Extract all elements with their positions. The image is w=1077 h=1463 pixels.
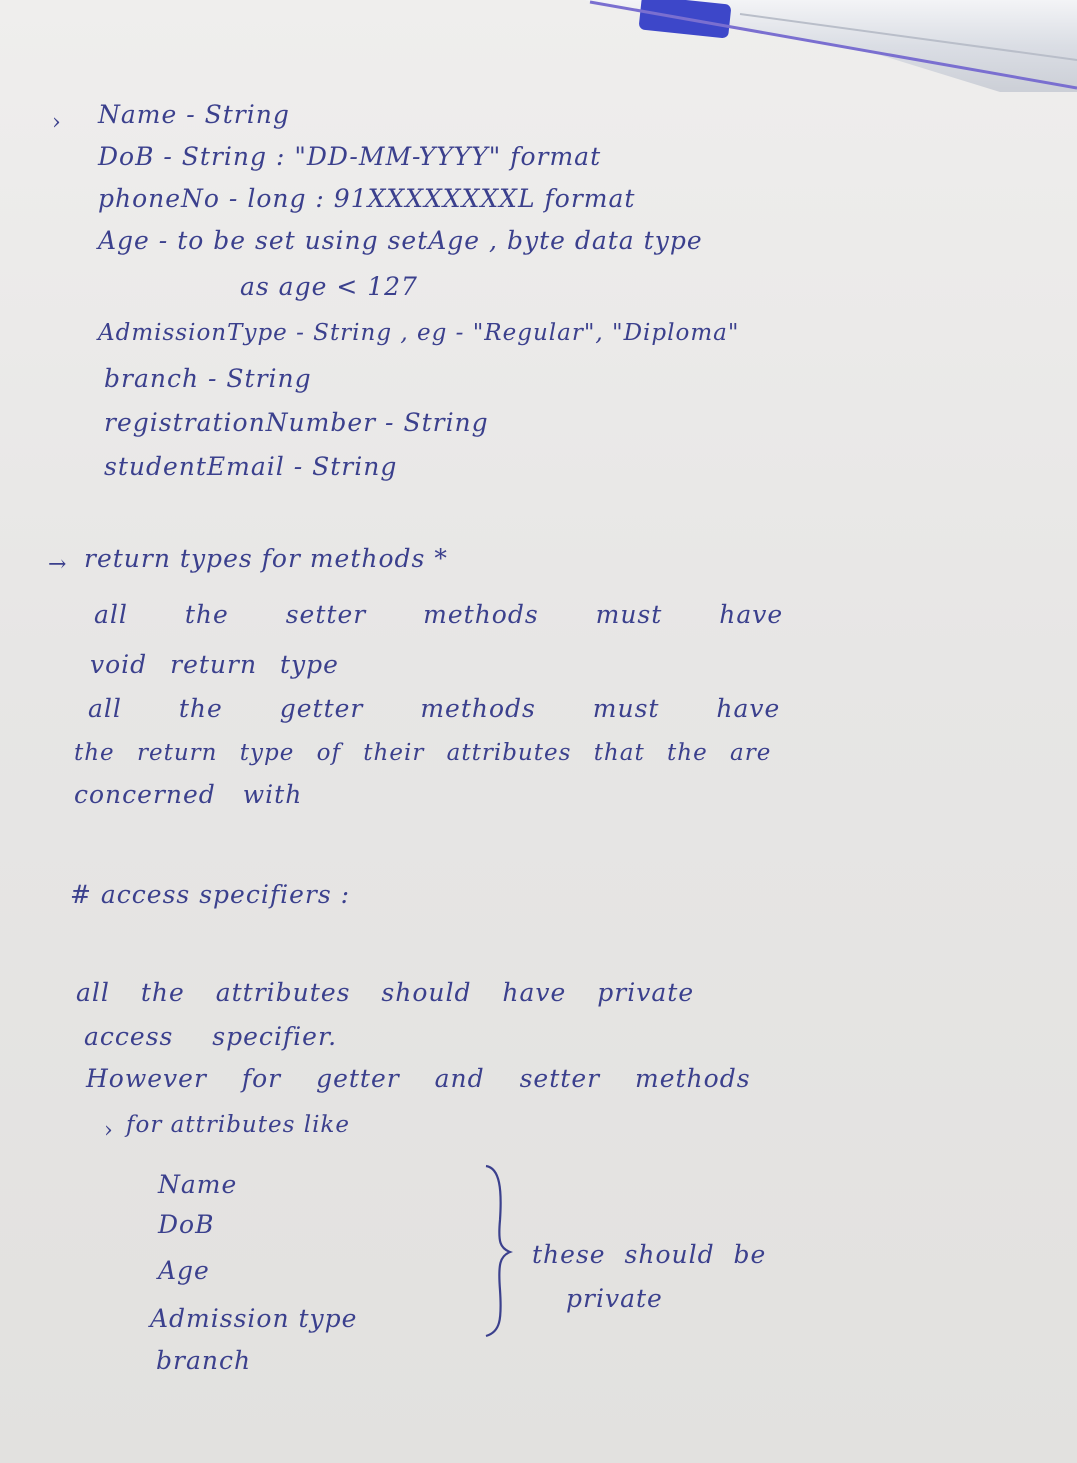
note-line: However for getter and setter methods <box>86 1064 751 1093</box>
note-line: access specifier. <box>84 1022 338 1051</box>
section-heading: return types for methods * <box>84 544 448 573</box>
bullet-arrow-icon: › <box>52 110 61 135</box>
note-line: studentEmail - String <box>104 452 398 481</box>
note-line: void return type <box>90 650 339 679</box>
note-line: branch - String <box>104 364 312 393</box>
note-line: Name - String <box>98 100 290 129</box>
list-item: branch <box>156 1346 252 1375</box>
bullet-arrow-icon: › <box>104 1118 113 1143</box>
pen-image <box>0 0 1077 110</box>
list-item: Age <box>158 1256 210 1285</box>
list-item: DoB <box>158 1210 215 1239</box>
note-line: phoneNo - long : 91XXXXXXXXL format <box>98 184 636 213</box>
note-line: AdmissionType - String , eg - "Regular", "Diploma" <box>98 320 740 346</box>
section-heading: # access specifiers : <box>70 880 351 909</box>
list-item: Admission type <box>150 1304 358 1333</box>
note-line: concerned with <box>74 780 303 809</box>
note-line: as age < 127 <box>240 272 418 301</box>
note-line: all the setter methods must have <box>94 600 784 629</box>
note-line: DoB - String : "DD-MM-YYYY" format <box>98 142 602 171</box>
note-line: all the attributes should have private <box>76 978 695 1007</box>
list-item: Name <box>158 1170 238 1199</box>
note-line: Age - to be set using setAge , byte data type <box>98 226 703 255</box>
note-line: registrationNumber - String <box>104 408 489 437</box>
note-line: for attributes like <box>126 1112 350 1138</box>
brace-note: these should be <box>532 1240 767 1269</box>
brace-note: private <box>566 1284 663 1313</box>
right-brace-icon <box>480 1160 520 1340</box>
bullet-arrow-icon: → <box>48 552 67 577</box>
note-line: all the getter methods must have <box>88 694 781 723</box>
note-line: the return type of their attributes that the are <box>74 740 772 766</box>
